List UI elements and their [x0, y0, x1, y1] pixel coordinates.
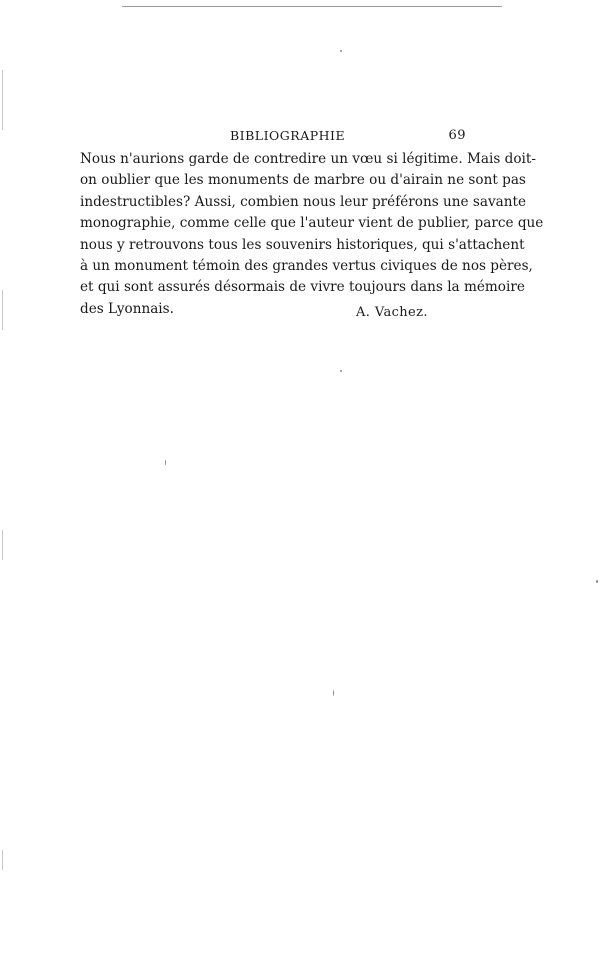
text-line: et qui sont assurés désormais de vivre toujours dans la mémoire	[80, 279, 525, 296]
page-edge-mark	[2, 530, 3, 560]
scan-speck	[340, 50, 342, 52]
body-paragraph	[80, 149, 544, 320]
author-signature: A. Vachez.	[356, 305, 428, 320]
scan-speck	[333, 690, 334, 696]
scan-speck	[340, 370, 342, 372]
page-edge-mark	[2, 850, 3, 870]
scan-speck	[596, 580, 598, 583]
text-line: on oublier que les monuments de marbre ou d'airain ne sont pas	[80, 172, 526, 189]
text-line: indestructibles? Aussi, combien nous leur préférons une savante	[80, 193, 527, 210]
text-line: à un monument témoin des grandes vertus civiques de nos pères,	[80, 258, 533, 275]
page-edge-mark	[2, 290, 3, 330]
text-line: monographie, comme celle que l'auteur vient de publier, parce que	[80, 215, 544, 232]
top-rule	[122, 6, 502, 7]
page-edge-mark	[2, 70, 3, 130]
scan-speck	[165, 460, 166, 465]
running-title: BIBLIOGRAPHIE	[230, 128, 346, 143]
running-head	[80, 128, 466, 148]
text-line: des Lyonnais.	[80, 300, 174, 317]
text-line: Nous n'aurions garde de contredire un vœu si légitime. Mais doit-	[80, 151, 536, 167]
text-line: nous y retrouvons tous les souvenirs historiques, qui s'attachent	[80, 236, 525, 253]
page-number: 69	[448, 128, 466, 143]
